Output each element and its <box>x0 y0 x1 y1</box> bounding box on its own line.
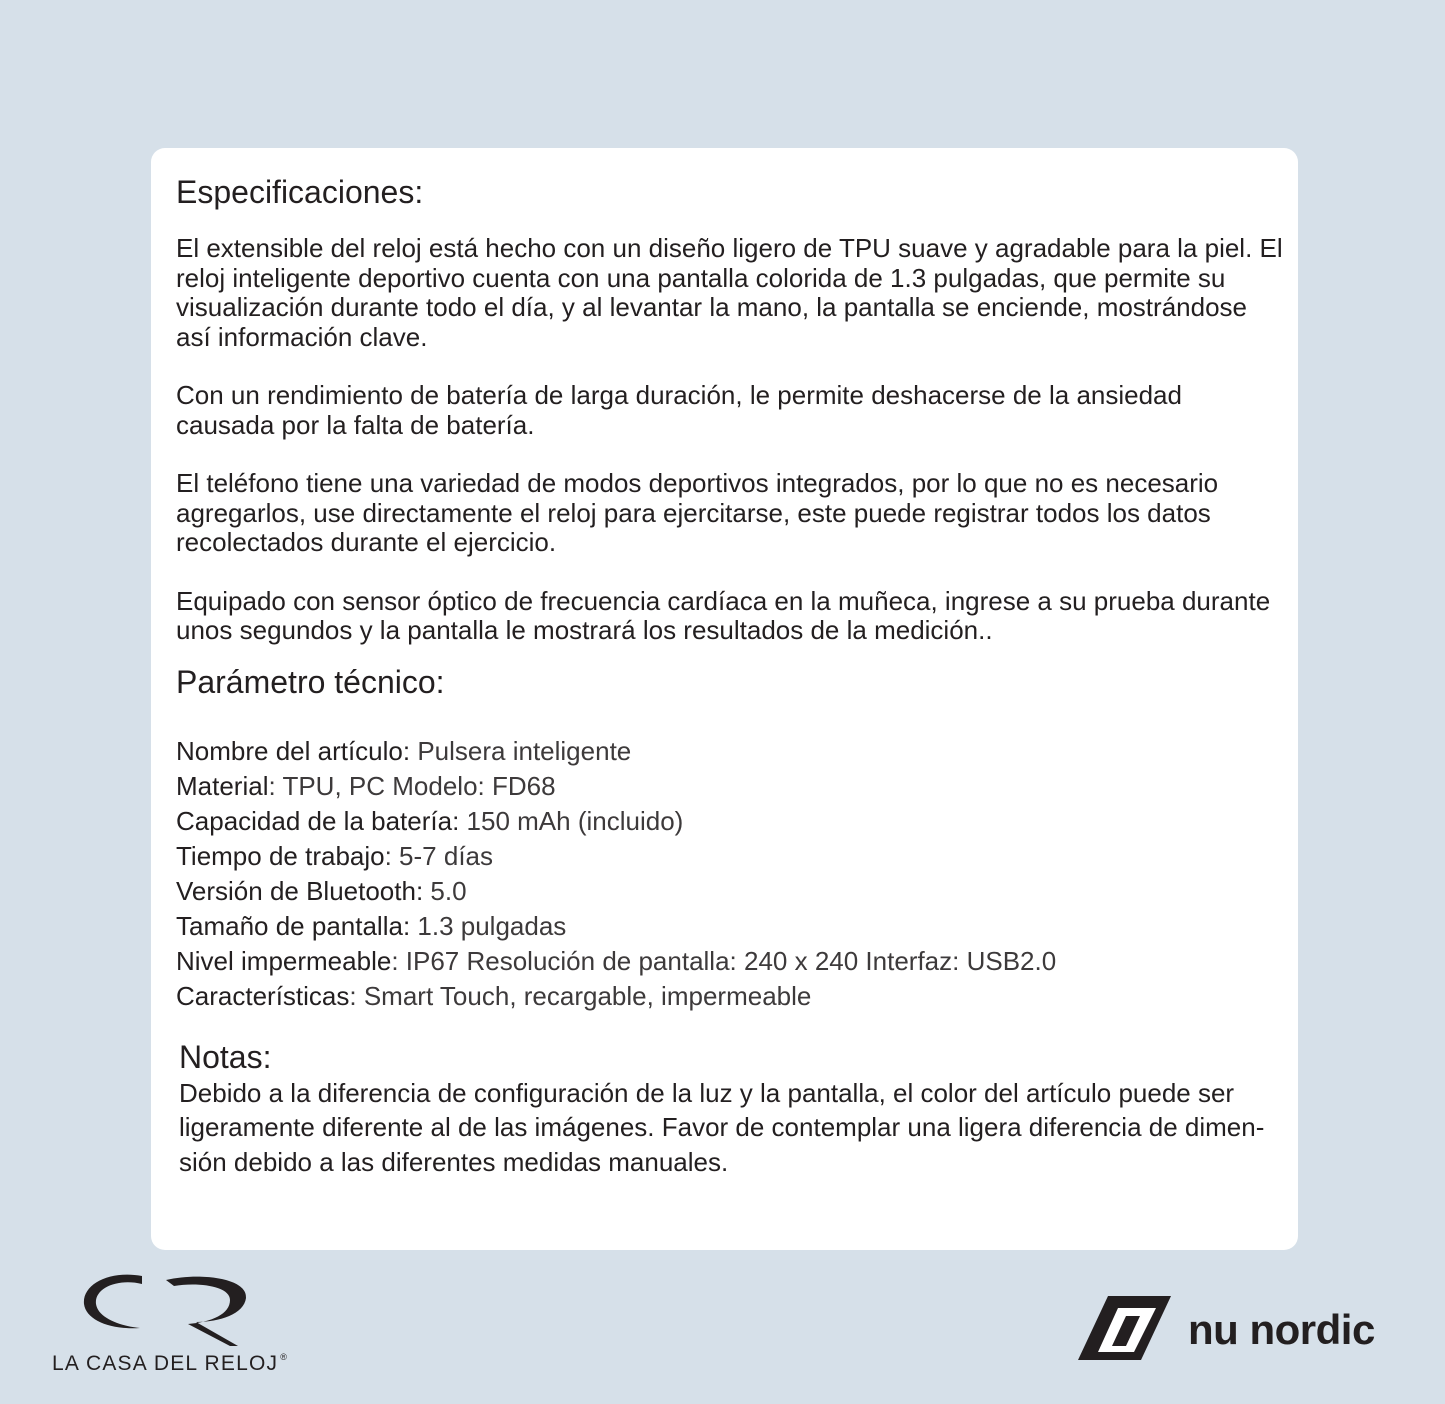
tech-param-label: Material <box>176 770 269 801</box>
tech-param-value: : IP67 Resolución de pantalla: 240 x 240 Interfaz: USB2.0 <box>391 945 1057 976</box>
tech-param-value: Pulsera inteligente <box>410 735 632 766</box>
nu-nordic-logo <box>1078 1292 1408 1364</box>
left-brand-name: LA CASA DEL RELOJ ® <box>52 1352 289 1375</box>
specs-paragraph-3: El teléfono tiene una variedad de modos deportivos integrados, por lo que no es necesario agregarlos, use directamente el reloj para ejercitarse, este puede registrar todos los datos recolectados durante el ejercicio. <box>176 468 1219 557</box>
tech-param-value: : TPU, PC Modelo: FD68 <box>268 770 556 801</box>
tech-param-item <box>176 839 1286 874</box>
tech-param-label: Capacidad de la batería: <box>176 805 460 836</box>
tech-param-value: 150 mAh (incluido) <box>459 805 684 836</box>
tech-param-value: 5.0 <box>423 875 467 906</box>
notes-title: Notas: <box>179 1038 272 1075</box>
tech-param-label: Versión de Bluetooth: <box>176 875 424 906</box>
tech-param-label: Nivel impermeable <box>176 945 392 976</box>
tech-param-label: Características <box>176 980 350 1011</box>
tech-param-item <box>176 804 1286 839</box>
specs-paragraph-2: Con un rendimiento de batería de larga duración, le permite deshacerse de la ansiedad causada por la falta de batería. <box>176 380 1182 440</box>
tech-param-item <box>176 874 1286 909</box>
specs-paragraph-4: Equipado con sensor óptico de frecuencia cardíaca en la muñeca, ingrese a su prueba durante unos segundos y la pantalla le mostrará los resultados de la medición.. <box>176 585 1271 645</box>
notes-text: Debido a la diferencia de configuración de la luz y la pantalla, el color del artículo puede ser ligeramente diferente al de las imágenes. Favor de contemplar una ligera diferencia de dimen- sión debido a las diferentes medidas manuales. <box>179 1077 1265 1177</box>
tech-param-item <box>176 909 1286 944</box>
tech-params-list <box>176 734 1286 1014</box>
tech-param-item <box>176 944 1286 979</box>
cr-monogram-icon <box>80 1270 260 1348</box>
tech-param-value: : 5-7 días <box>384 840 494 871</box>
la-casa-del-reloj-logo <box>52 1270 312 1390</box>
nu-nordic-triangle-icon <box>1078 1292 1188 1364</box>
specs-paragraph-1: El extensible del reloj está hecho con un diseño ligero de TPU suave y agradable para la piel. El reloj inteligente deportivo cuenta con una pantalla colorida de 1.3 pulgadas, que permite su visualización durante todo el día, y al levantar la mano, la pantalla se enciende, mostrándose así información clave. <box>176 233 1283 352</box>
tech-param-label: Tamaño de pantalla: <box>176 910 411 941</box>
right-brand-name: nu nordic <box>1188 1306 1375 1353</box>
tech-param-item <box>176 979 1286 1014</box>
specs-title: Especificaciones: <box>176 174 424 210</box>
card-content <box>176 172 1286 1179</box>
tech-params-title: Parámetro técnico: <box>176 663 445 700</box>
tech-param-value: : Smart Touch, recargable, impermeable <box>349 980 812 1011</box>
registered-mark: ® <box>280 1352 289 1362</box>
tech-param-label: Tiempo de trabajo <box>176 840 385 871</box>
tech-param-item <box>176 734 1286 769</box>
specs-card <box>151 148 1298 1250</box>
tech-param-item <box>176 769 1286 804</box>
tech-param-label: Nombre del artículo: <box>176 735 411 766</box>
tech-param-value: 1.3 pulgadas <box>410 910 567 941</box>
